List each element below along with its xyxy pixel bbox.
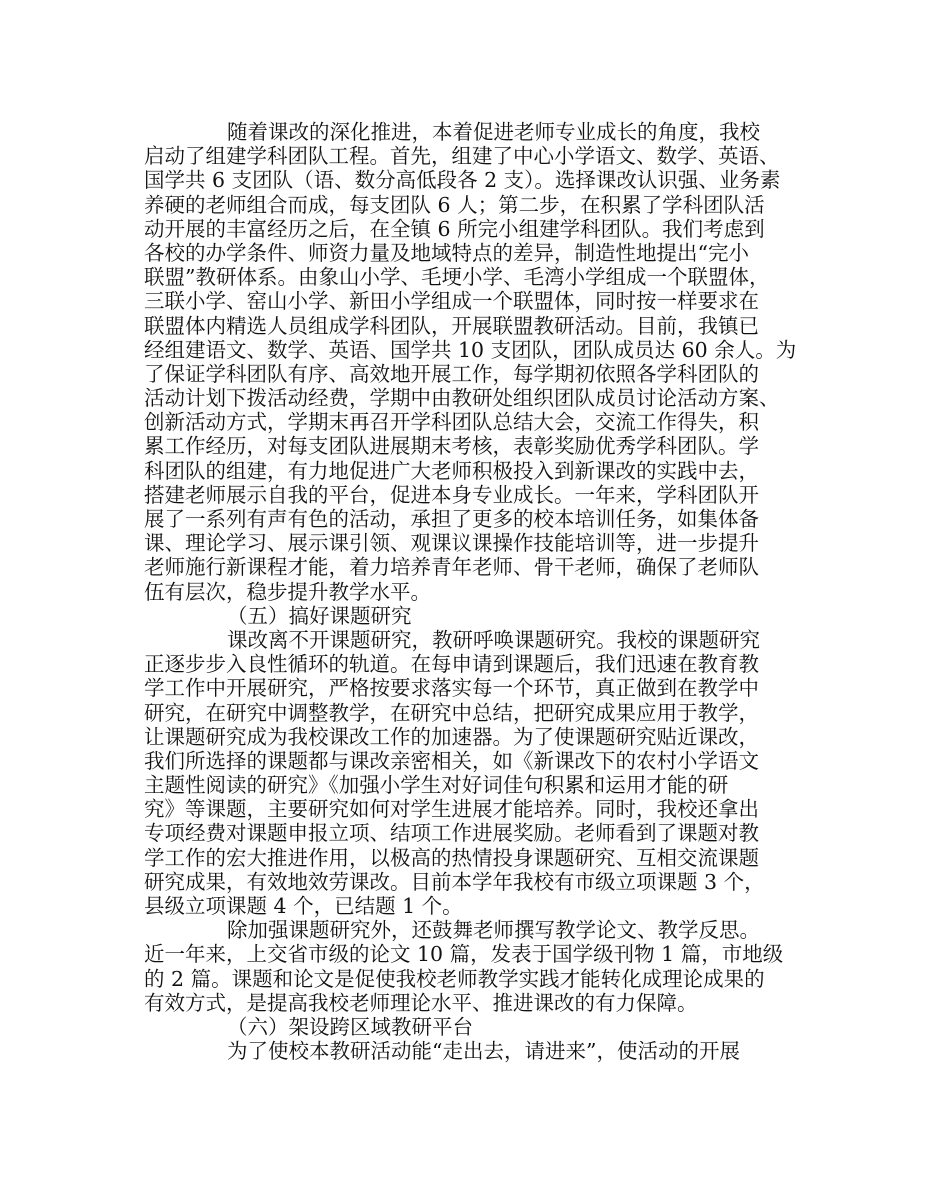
text-line: 有效方式，是提高我校老师理论水平、推进课改的有力保障。 [144,990,698,1015]
text-line: 县级立项课题 4 个，已结题 1 个。 [144,894,463,918]
text-line: 老师施行新课程才能，着力培养青年老师、骨干老师，确保了老师队 [144,555,759,580]
text-line: 研究，在研究中调整教学，在研究中总结，把研究成果应用于教学， [144,700,759,725]
text-line: 搭建老师展示自我的平台，促进本身专业成长。一年来，学科团队开 [144,482,759,507]
text-line: 科团队的组建，有力地促进广大老师积极投入到新课改的实践中去， [144,458,759,483]
text-line: 动开展的丰富经历之后，在全镇 6 所完小组建学科团队。我们考虑到 [144,216,765,241]
text-line: 了保证学科团队有序、高效地开展工作，每学期初依照各学科团队的 [144,361,759,386]
text-line: 创新活动方式，学期末再召开学科团队总结大会，交流工作得失，积 [144,410,759,435]
text-line: 主题性阅读的研究》《加强小学生对好词佳句积累和运用才能的研 [144,773,729,798]
text-line: 为了使校本教研活动能“走出去，请进来”，使活动的开展 [227,1039,740,1064]
text-line: （五）搞好课题研究 [227,603,412,628]
text-line: 学工作的宏大推进作用，以极高的热情投身课题研究、互相交流课题 [144,845,759,870]
text-line: 课、理论学习、展示课引领、观课议课操作技能培训等，进一步提升 [144,531,759,556]
text-line: 让课题研究成为我校课改工作的加速器。为了使课题研究贴近课改， [144,724,759,749]
text-line: 学工作中开展研究，严格按要求落实每一个环节，真正做到在教学中 [144,676,759,701]
text-line: 联盟体内精选人员组成学科团队，开展联盟教研活动。目前，我镇已 [144,313,759,338]
text-line: 累工作经历，对每支团队进展期末考核，表彰奖励优秀学科团队。学 [144,434,759,459]
text-line: 三联小学、窑山小学、新田小学组成一个联盟体，同时按一样要求在 [144,289,759,314]
text-line: 启动了组建学科团队工程。首先，组建了中心小学语文、数学、英语、 [144,144,780,169]
text-line: 的 2 篇。课题和论文是促使我校老师教学实践才能转化成理论成果的 [144,966,765,991]
text-line: 养硬的老师组合而成，每支团队 6 人；第二步，在积累了学科团队活 [144,192,765,217]
text-line: 国学共 6 支团队（语、数分高低段各 2 支）。选择课改认识强、业务素 [144,168,781,193]
text-line: 联盟”教研体系。由象山小学、毛埂小学、毛湾小学组成一个联盟体， [144,265,770,290]
text-line: （六）架设跨区域教研平台 [227,1014,473,1039]
text-line: 正逐步步入良性循环的轨道。在每申请到课题后，我们迅速在教育教 [144,652,759,677]
text-line: 各校的办学条件、师资力量及地域特点的差异，制造性地提出“完小 [144,240,749,265]
text-line: 究》等课题，主要研究如何对学生进展才能培养。同时，我校还拿出 [144,797,759,822]
text-line: 展了一系列有声有色的活动，承担了更多的校本培训任务，如集体备 [144,507,759,531]
text-line: 随着课改的深化推进，本着促进老师专业成长的角度，我校 [227,120,760,144]
text-line: 近一年来，上交省市级的论文 10 篇，发表于国学级刊物 1 篇，市地级 [144,942,784,967]
text-line: 除加强课题研究外，还鼓舞老师撰写教学论文、教学反思。 [227,918,760,943]
text-line: 活动计划下拨活动经费，学期中由教研处组织团队成员讨论活动方案、 [144,386,780,411]
text-line: 伍有层次，稳步提升教学水平。 [144,579,431,604]
text-line: 课改离不开课题研究，教研呼唤课题研究。我校的课题研究 [227,627,760,652]
text-line: 经组建语文、数学、英语、国学共 10 支团队，团队成员达 60 余人。为 [144,337,797,362]
text-line: 研究成果，有效地效劳课改。目前本学年我校有市级立项课题 3 个， [144,869,765,894]
document-body [144,120,814,1063]
text-line: 我们所选择的课题都与课改亲密相关，如《新课改下的农村小学语文 [144,748,759,773]
text-line: 专项经费对课题申报立项、结项工作进展奖励。老师看到了课题对教 [144,821,759,846]
